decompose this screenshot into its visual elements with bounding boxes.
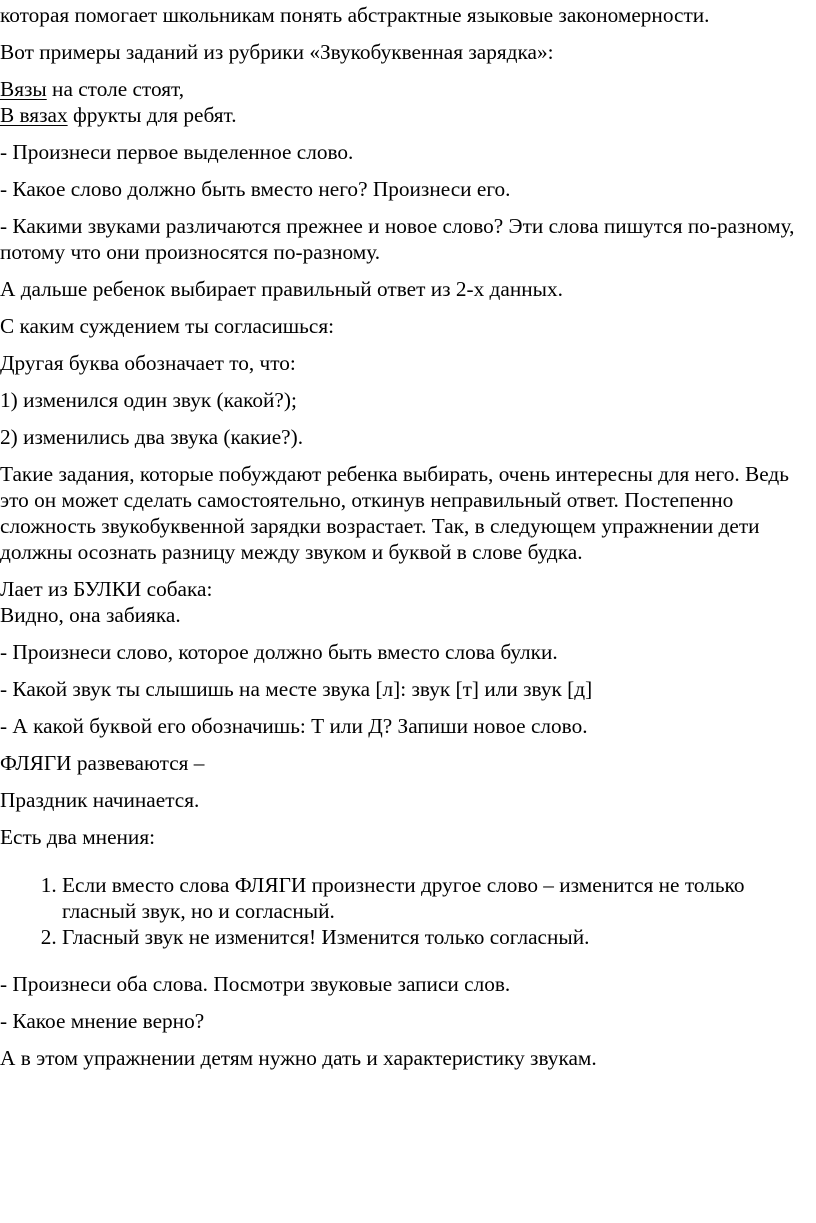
opinions-list <box>0 872 802 950</box>
list-item: 1. Если вместо слова ФЛЯГИ произнести другое слово – изменится не только гласный звук, но и согласный. <box>62 872 802 924</box>
poem-bulki-line-2: Видно, она забияка. <box>0 603 181 627</box>
question-say-word-instead: - Произнеси слово, которое должно быть вместо слова булки. <box>0 640 558 664</box>
poem-flyagi-line-2: Праздник начинается. <box>0 788 200 812</box>
paragraph-two-opinions: Есть два мнения: <box>0 825 156 849</box>
paragraph-intro-end: которая помогает школьникам понять абстрактные языковые закономерности. <box>0 3 710 27</box>
poem-line-2-rest: фрукты для ребят. <box>67 103 237 127</box>
question-say-both-words: - Произнеси оба слова. Посмотри звуковые записи слов. <box>0 972 511 996</box>
paragraph-child-chooses: А дальше ребенок выбирает правильный ответ из 2-х данных. <box>0 277 563 301</box>
paragraph-examples-intro: Вот примеры заданий из рубрики «Звукобуквенная зарядка»: <box>0 40 554 64</box>
question-which-letter: - А какой буквой его обозначишь: Т или Д? Запиши новое слово. <box>0 714 588 738</box>
paragraph-other-letter: Другая буква обозначает то, что: <box>0 351 296 375</box>
question-say-first-word: - Произнеси первое выделенное слово. <box>0 140 354 164</box>
list-item: 2. Гласный звук не изменится! Изменится только согласный. <box>62 924 802 950</box>
paragraph-which-judgment: С каким суждением ты согласишься: <box>0 314 335 338</box>
poem-bulki <box>0 576 802 628</box>
poem-flyagi-line-1: ФЛЯГИ развеваются – <box>0 751 205 775</box>
underlined-word-v-vyazah: В вязах <box>0 103 68 127</box>
poem-vyazy <box>0 76 802 128</box>
question-which-word: - Какое слово должно быть вместо него? Произнеси его. <box>0 177 511 201</box>
paragraph-such-tasks: Такие задания, которые побуждают ребенка выбирать, очень интересны для него. Ведь это он может сделать самостоятельно, откинув неправильный ответ. Постепенно сложность звукобуквенной зарядки возрастает. Так, в следующем упражнении дети должны осознать разницу между звуком и буквой в слове будка. <box>0 462 789 564</box>
poem-line-1-rest: на столе стоят, <box>46 77 185 101</box>
paragraph-characteristic: А в этом упражнении детям нужно дать и характеристику звукам. <box>0 1046 597 1070</box>
question-which-sound: - Какой звук ты слышишь на месте звука [л]: звук [т] или звук [д] <box>0 677 593 701</box>
option-one-sound: 1) изменился один звук (какой?); <box>0 388 297 412</box>
question-which-sounds: - Какими звуками различаются прежнее и новое слово? Эти слова пишутся по-разному, потому что они произносятся по-разному. <box>0 214 795 264</box>
poem-bulki-line-1: Лает из БУЛКИ собака: <box>0 577 213 601</box>
option-two-sounds: 2) изменились два звука (какие?). <box>0 425 304 449</box>
question-which-opinion: - Какое мнение верно? <box>0 1009 205 1033</box>
underlined-word-vyazy: Вязы <box>0 77 47 101</box>
